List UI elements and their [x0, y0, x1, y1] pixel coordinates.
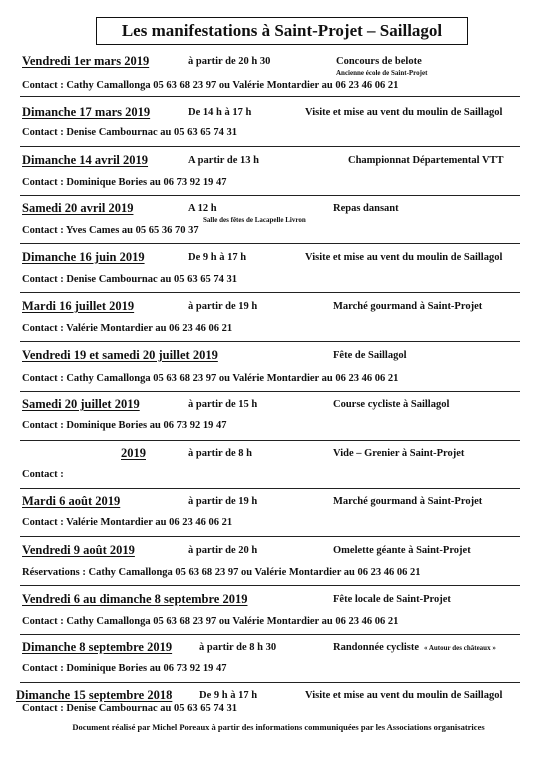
event-description: Marché gourmand à Saint-Projet	[333, 301, 483, 312]
event-contact: Réservations : Cathy Camallonga 05 63 68 23 97 ou Valérie Montardier au 06 23 46 06 21	[22, 567, 421, 578]
event-description: Course cycliste à Saillagol	[333, 399, 450, 410]
event-description: Fête locale de Saint-Projet	[333, 594, 451, 605]
event-time: A partir de 13 h	[188, 155, 259, 166]
event-contact: Contact : Dominique Bories au 06 73 92 19 47	[22, 663, 227, 674]
event-description: Visite et mise au vent du moulin de Saillagol	[305, 107, 503, 118]
divider	[20, 341, 520, 342]
event-contact: Contact : Cathy Camallonga 05 63 68 23 97 ou Valérie Montardier au 06 23 46 06 21	[22, 80, 399, 91]
event-date: Vendredi 1er mars 2019	[22, 54, 150, 68]
event-contact: Contact :	[22, 469, 64, 480]
event-contact: Contact : Dominique Bories au 06 73 92 19 47	[22, 177, 227, 188]
event-date: Dimanche 16 juin 2019	[22, 250, 145, 264]
divider	[20, 488, 520, 489]
divider	[20, 391, 520, 392]
event-time: à partir de 15 h	[188, 399, 258, 410]
event-description: Concours de belote	[336, 56, 422, 67]
event-time: à partir de 19 h	[188, 301, 258, 312]
event-time: De 14 h à 17 h	[188, 107, 252, 118]
footer-note: Document réalisé par Michel Poreaux à partir des informations communiquées par les Associations organisatrices	[72, 722, 485, 732]
event-contact: Contact : Valérie Montardier au 06 23 46 06 21	[22, 323, 233, 334]
divider	[20, 634, 520, 635]
event-date: Samedi 20 avril 2019	[22, 201, 134, 215]
event-contact: Contact : Dominique Bories au 06 73 92 19 47	[22, 420, 227, 431]
event-contact: Contact : Denise Cambournac au 05 63 65 74 31	[22, 703, 237, 714]
event-time: à partir de 20 h	[188, 545, 258, 556]
event-contact: Contact : Valérie Montardier au 06 23 46 06 21	[22, 517, 233, 528]
event-time: De 9 h à 17 h	[188, 252, 247, 263]
event-description: Omelette géante à Saint-Projet	[333, 545, 471, 556]
event-description: Championnat Départemental VTT	[348, 155, 504, 166]
event-date: Dimanche 17 mars 2019	[22, 105, 151, 119]
event-description: Visite et mise au vent du moulin de Saillagol	[305, 252, 503, 263]
event-time: à partir de 8 h	[188, 448, 252, 459]
event-contact: Contact : Cathy Camallonga 05 63 68 23 97 ou Valérie Montardier au 06 23 46 06 21	[22, 616, 399, 627]
event-time: à partir de 8 h 30	[199, 642, 277, 653]
event-date: Dimanche 8 septembre 2019	[22, 640, 173, 654]
event-date: Mardi 16 juillet 2019	[22, 299, 135, 313]
event-contact: Contact : Cathy Camallonga 05 63 68 23 97 ou Valérie Montardier au 06 23 46 06 21	[22, 373, 399, 384]
divider	[20, 243, 520, 244]
event-time: à partir de 19 h	[188, 496, 258, 507]
event-time: A 12 h	[188, 203, 217, 214]
event-description: Vide – Grenier à Saint-Projet	[333, 448, 465, 459]
divider	[20, 585, 520, 586]
event-contact: Contact : Yves Cames au 05 65 36 70 37	[22, 225, 199, 236]
event-date: Dimanche 14 avril 2019	[22, 153, 149, 167]
divider	[20, 96, 520, 97]
divider	[20, 536, 520, 537]
divider	[20, 682, 520, 683]
event-date: 2019	[121, 446, 146, 460]
event-description: Fête de Saillagol	[333, 350, 407, 361]
event-description: Repas dansant	[333, 203, 399, 214]
divider	[20, 146, 520, 147]
divider	[20, 195, 520, 196]
page-title: Les manifestations à Saint-Projet – Saillagol	[96, 17, 468, 45]
event-time: De 9 h à 17 h	[199, 690, 258, 701]
event-date: Mardi 6 août 2019	[22, 494, 121, 508]
event-description: Randonnée cycliste	[333, 642, 420, 653]
event-contact: Contact : Denise Cambournac au 05 63 65 74 31	[22, 274, 237, 285]
event-location: Ancienne école de Saint-Projet	[336, 69, 428, 77]
event-date: Vendredi 19 et samedi 20 juillet 2019	[22, 348, 218, 362]
event-date: Samedi 20 juillet 2019	[22, 397, 140, 411]
event-location: Salle des fêtes de Lacapelle Livron	[203, 216, 306, 224]
divider	[20, 292, 520, 293]
event-description: Marché gourmand à Saint-Projet	[333, 496, 483, 507]
divider	[20, 440, 520, 441]
event-time: à partir de 20 h 30	[188, 56, 271, 67]
event-date: Vendredi 9 août 2019	[22, 543, 135, 557]
event-contact: Contact : Denise Cambournac au 05 63 65 74 31	[22, 127, 237, 138]
event-description: Visite et mise au vent du moulin de Saillagol	[305, 690, 503, 701]
event-date: Vendredi 6 au dimanche 8 septembre 2019	[22, 592, 248, 606]
event-location: « Autour des châteaux »	[424, 644, 496, 652]
event-date: Dimanche 15 septembre 2018	[16, 688, 173, 702]
